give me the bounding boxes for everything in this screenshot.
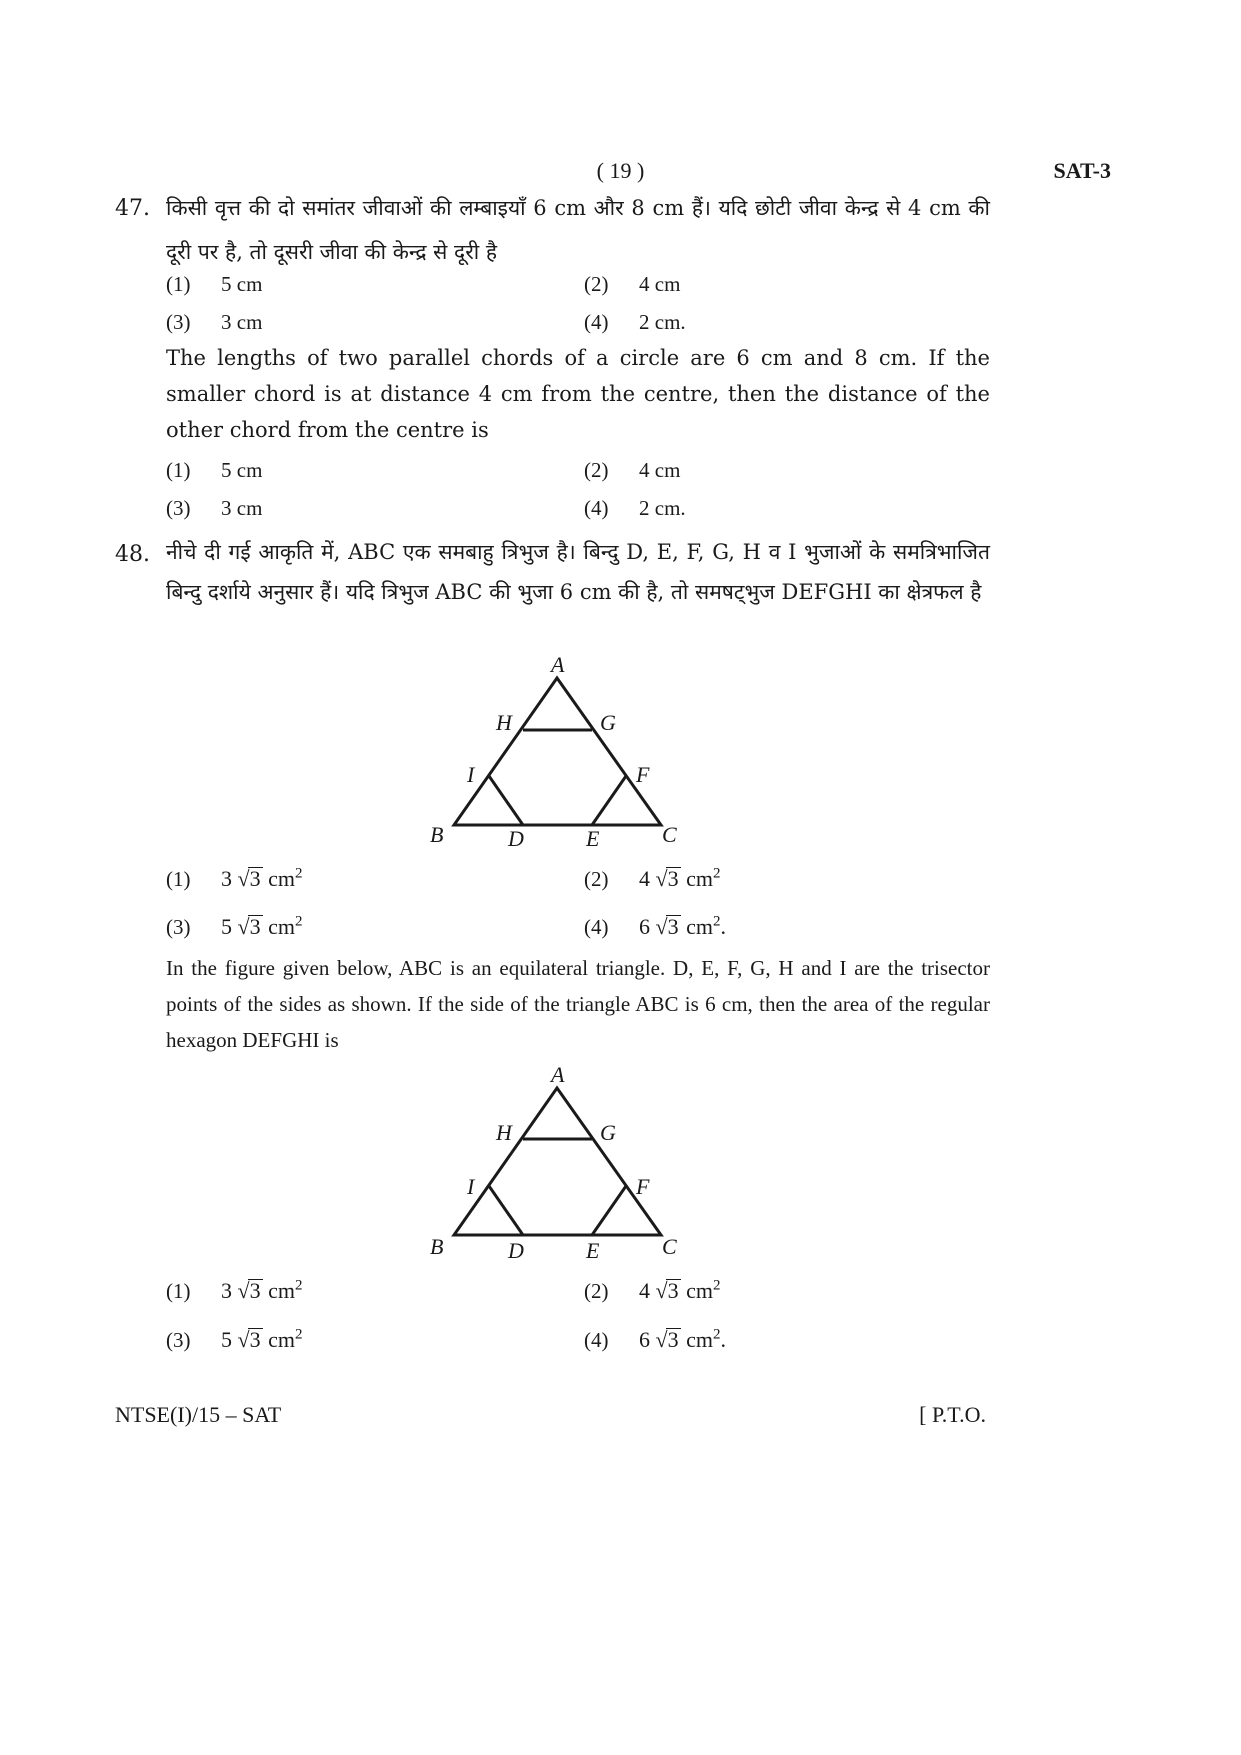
label-d: D	[508, 1238, 524, 1262]
option-text: 4 cm	[639, 272, 681, 296]
label-c: C	[662, 822, 677, 847]
q47-en-option-4[interactable]	[584, 496, 686, 521]
coefficient: 6	[639, 1327, 650, 1353]
coefficient: 3	[221, 866, 232, 892]
q47-hi-option-1[interactable]	[166, 272, 262, 297]
coefficient: 5	[221, 914, 232, 940]
end-mark: .	[720, 1327, 726, 1353]
q48-hi-option-4[interactable]: (4) 6 √3 $cm^2$.	[584, 914, 726, 940]
option-number: (1)	[166, 272, 191, 296]
q47-hi-option-4[interactable]	[584, 310, 686, 335]
radicand: 3	[249, 914, 261, 940]
exponent: 2	[294, 1278, 303, 1294]
label-h: H	[496, 710, 512, 735]
unit: cm	[686, 1327, 713, 1353]
option-number: (2)	[584, 867, 609, 892]
end-mark: .	[720, 914, 726, 940]
q48-en-option-1[interactable]: (1) 3 √3 $cm^2$	[166, 1278, 303, 1304]
segment-fe	[592, 1186, 626, 1235]
option-text: 2 cm.	[639, 310, 686, 334]
option-number: (4)	[584, 915, 609, 940]
label-h: H	[496, 1120, 512, 1145]
segment-id	[489, 1186, 523, 1235]
q47-hi-option-2[interactable]	[584, 272, 680, 297]
label-i: I	[467, 762, 475, 787]
coefficient: 6	[639, 914, 650, 940]
unit: cm	[686, 866, 713, 892]
option-number: (4)	[584, 310, 609, 334]
label-b: B	[430, 822, 444, 847]
q47-en-option-2[interactable]	[584, 458, 680, 483]
option-number: (3)	[166, 915, 191, 940]
q47-en-option-3[interactable]	[166, 496, 262, 521]
q48-en-option-3[interactable]: (3) 5 √3 $cm^2$	[166, 1327, 303, 1353]
q48-hindi-text: नीचे दी गई आकृति में, ABC एक समबाहु त्रिभुज है। बिन्दु D, E, F, G, H व I भुजाओं के समत्रिभाजित बिन्दु दर्शाये अनुसार हैं। यदि त्रिभुज ABC की भुजा 6 cm की है, तो समषट्भुज DEFGHI का क्षेत्रफल है	[166, 540, 990, 604]
exponent: 2	[712, 914, 721, 930]
label-i: I	[467, 1174, 475, 1199]
radicand: 3	[249, 1278, 261, 1304]
option-text: 5 cm	[221, 458, 263, 482]
exponent: 2	[712, 1327, 721, 1343]
unit: cm	[268, 1278, 295, 1304]
exponent: 2	[294, 866, 303, 882]
q47-en-option-1[interactable]	[166, 458, 262, 483]
q48-hi-option-3[interactable]: (3) 5 √3 $cm^2$	[166, 914, 303, 940]
segment-fe	[592, 776, 626, 825]
exponent: 2	[294, 1327, 303, 1343]
q48-en-option-4[interactable]: (4) 6 √3 $cm^2$.	[584, 1327, 726, 1353]
coefficient: 5	[221, 1327, 232, 1353]
option-number: (1)	[166, 458, 191, 482]
label-g: G	[600, 1120, 616, 1145]
option-number: (2)	[584, 1279, 609, 1304]
page-number: ( 19 )	[596, 158, 645, 183]
triangle-figure-hindi	[420, 650, 690, 850]
unit: cm	[268, 1327, 295, 1353]
radicand: 3	[667, 1327, 679, 1353]
label-b: B	[430, 1234, 444, 1259]
option-number: (1)	[166, 867, 191, 892]
unit: cm	[686, 914, 713, 940]
coefficient: 4	[639, 866, 650, 892]
option-number: (2)	[584, 458, 609, 482]
option-text: 3 cm	[221, 496, 263, 520]
triangle-abc	[454, 678, 661, 825]
unit: cm	[268, 914, 295, 940]
q47-hi-option-3[interactable]	[166, 310, 262, 335]
exponent: 2	[712, 1278, 721, 1294]
exponent: 2	[712, 866, 721, 882]
unit: cm	[686, 1278, 713, 1304]
label-e: E	[586, 826, 600, 850]
coefficient: 4	[639, 1278, 650, 1304]
radicand: 3	[667, 1278, 679, 1304]
unit: cm	[268, 866, 295, 892]
coefficient: 3	[221, 1278, 232, 1304]
paper-code: SAT-3	[1053, 158, 1111, 183]
option-number: (4)	[584, 496, 609, 520]
label-a: A	[551, 652, 565, 677]
option-text: 4 cm	[639, 458, 681, 482]
option-text: 3 cm	[221, 310, 263, 334]
radicand: 3	[667, 866, 679, 892]
radicand: 3	[249, 1327, 261, 1353]
label-a: A	[551, 1062, 565, 1087]
option-text: 2 cm.	[639, 496, 686, 520]
radicand: 3	[667, 914, 679, 940]
footer-pto: [ P.T.O.	[919, 1402, 986, 1427]
triangle-figure-english	[420, 1062, 690, 1262]
label-f: F	[636, 762, 650, 787]
footer-paper-id: NTSE(I)/15 – SAT	[115, 1402, 282, 1427]
radicand: 3	[249, 866, 261, 892]
q47-hindi-text: किसी वृत्त की दो समांतर जीवाओं की लम्बाइयाँ 6 cm और 8 cm हैं। यदि छोटी जीवा केन्द्र से 4 cm की दूरी पर है, तो दूसरी जीवा की केन्द्र से दूरी है	[166, 196, 990, 264]
label-c: C	[662, 1234, 677, 1259]
option-text: 5 cm	[221, 272, 263, 296]
q48-english-text: In the figure given below, ABC is an equilateral triangle. D, E, F, G, H and I are the trisector points of the sides as shown. If the side of the triangle ABC is 6 cm, then the area of the regular hexagon DEFGHI is	[166, 956, 990, 1052]
option-number: (3)	[166, 1328, 191, 1353]
q48-number: 48.	[115, 542, 150, 567]
option-number: (1)	[166, 1279, 191, 1304]
q48-en-option-2[interactable]: (2) 4 √3 $cm^2$	[584, 1278, 721, 1304]
triangle-abc	[454, 1088, 661, 1235]
q48-hi-option-1[interactable]: (1) 3 √3 $cm^2$	[166, 866, 303, 892]
option-number: (2)	[584, 272, 609, 296]
q48-hi-option-2[interactable]: (2) 4 √3 $cm^2$	[584, 866, 721, 892]
option-number: (3)	[166, 310, 191, 334]
label-f: F	[636, 1174, 650, 1199]
label-e: E	[586, 1238, 600, 1262]
exponent: 2	[294, 914, 303, 930]
option-number: (4)	[584, 1328, 609, 1353]
q47-english-text: The lengths of two parallel chords of a circle are 6 cm and 8 cm. If the smaller chord is at distance 4 cm from the centre, then the distance of the other chord from the centre is	[166, 346, 990, 442]
segment-id	[489, 776, 523, 825]
label-g: G	[600, 710, 616, 735]
q47-number: 47.	[115, 196, 150, 221]
option-number: (3)	[166, 496, 191, 520]
label-d: D	[508, 826, 524, 850]
